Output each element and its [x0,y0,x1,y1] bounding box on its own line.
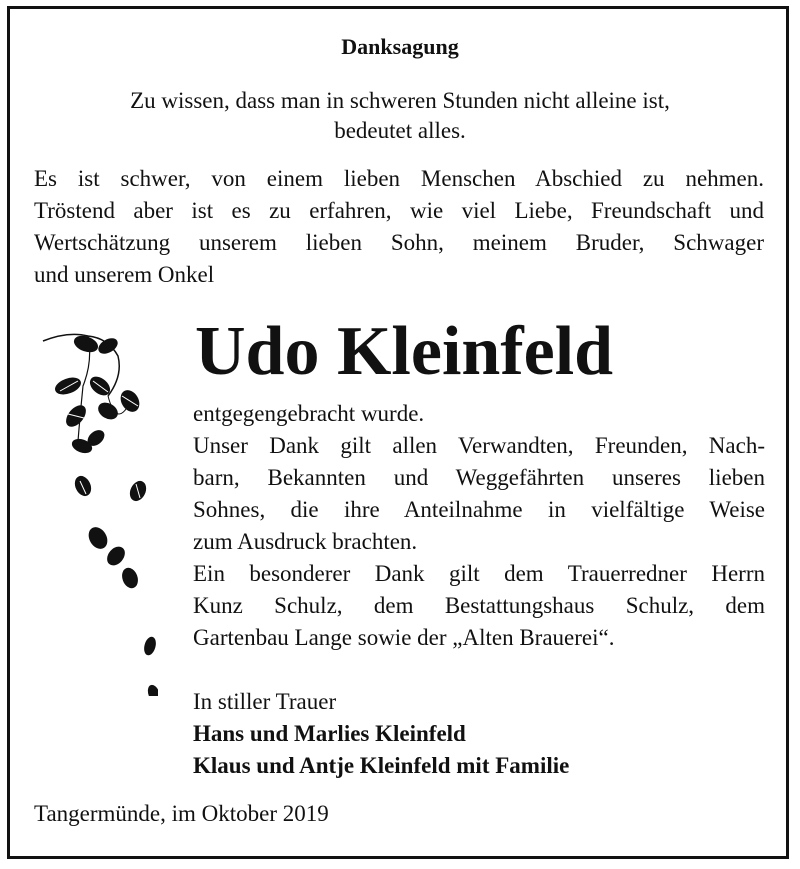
thanks-line: Gartenbau Lange sowie der „Alten Brauerei“. [193,625,615,650]
intro-line: Wertschätzung unserem lieben Sohn, meinem Bruder, Schwager [34,230,764,255]
opening-quote [0,86,800,146]
deceased-name: Udo Kleinfeld [195,313,614,390]
thanks-line: Kunz Schulz, dem Bestattungshaus Schulz, dem [193,593,765,618]
signature-block [193,686,569,782]
intro-line: Es ist schwer, von einem lieben Menschen Abschied zu nehmen. [34,166,764,191]
notice-title: Danksagung [341,34,459,59]
thanks-line: Ein besonderer Dank gilt dem Trauerredner Herrn [193,561,765,586]
intro-line: und unserem Onkel [34,262,215,287]
thanks-line: barn, Bekannten und Weggefährten unseres lieben [193,465,765,490]
thanks-line: entgegengebracht wurde. [193,401,425,426]
thanks-paragraph [193,398,765,654]
thanks-line: Unser Dank gilt allen Verwandten, Freunden, Nach- [193,433,765,458]
quote-line: Zu wissen, dass man in schweren Stunden nicht alleine ist, [130,88,670,113]
intro-line: Tröstend aber ist es zu erfahren, wie viel Liebe, Freundschaft und [34,198,764,223]
quote-line: bedeutet alles. [334,118,466,143]
mourner-name: Klaus und Antje Kleinfeld mit Familie [193,753,570,778]
mourning-phrase: In stiller Trauer [193,689,337,714]
thanks-line: zum Ausdruck brachten. [193,529,418,554]
place-date: Tangermünde, im Oktober 2019 [34,801,329,826]
mourner-name: Hans und Marlies Kleinfeld [193,721,466,746]
thanks-line: Sohnes, die ihre Anteilnahme in vielfältige Weise [193,497,765,522]
birch-leaves-icon [38,326,158,696]
intro-paragraph [34,163,764,291]
